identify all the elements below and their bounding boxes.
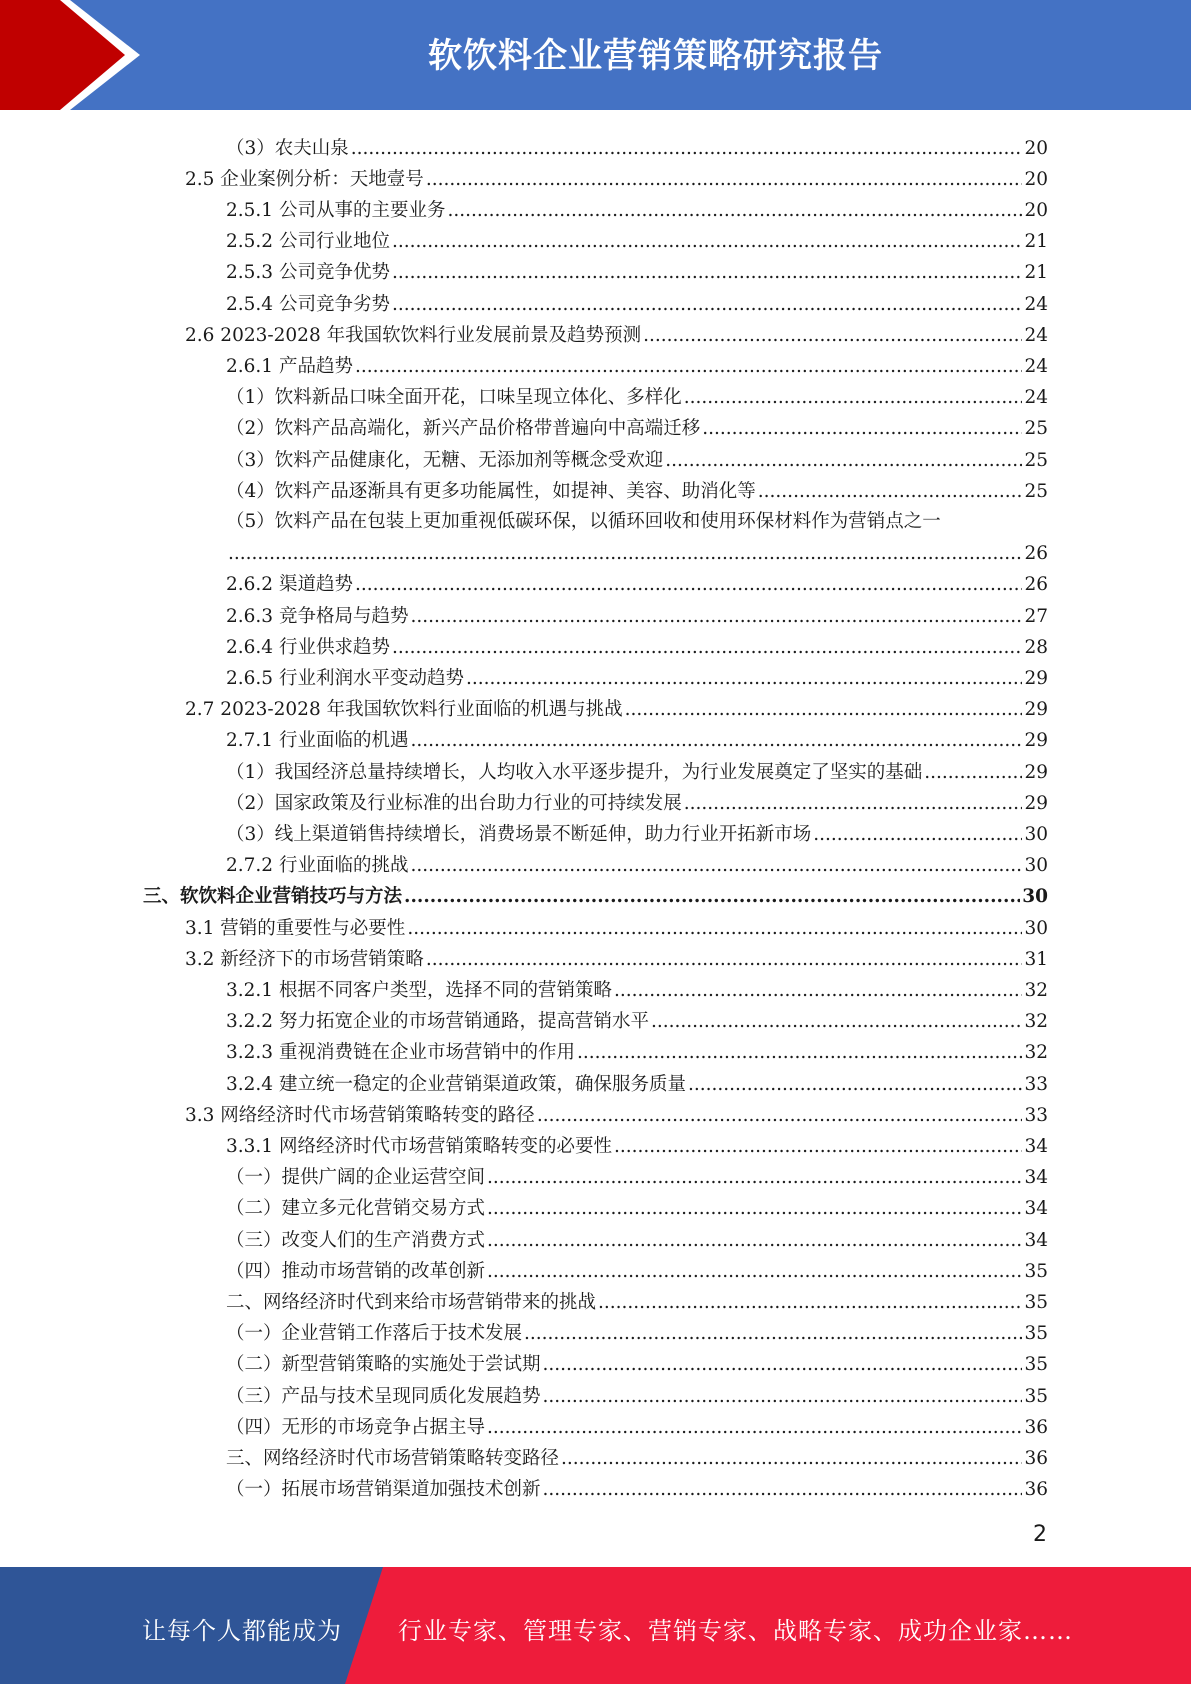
toc-entry[interactable] <box>185 314 1048 345</box>
toc-entry-page: 27 <box>1024 605 1048 627</box>
toc-dot-leader <box>407 920 1022 939</box>
toc-entry[interactable] <box>226 189 1048 220</box>
toc-entry[interactable] <box>226 1344 1048 1375</box>
toc-entry-page: 24 <box>1024 324 1048 346</box>
toc-entry[interactable] <box>226 1406 1048 1437</box>
toc-entry[interactable] <box>226 127 1048 158</box>
toc-entry-label: （四）推动市场营销的改革创新 <box>226 1260 486 1282</box>
toc-entry[interactable] <box>226 1157 1048 1188</box>
toc-dot-leader <box>487 1419 1022 1438</box>
toc-entry-page: 34 <box>1024 1229 1048 1251</box>
toc-entry-label: 2.6.1 产品趋势 <box>226 355 353 377</box>
toc-dot-leader <box>813 826 1022 845</box>
toc-entry-label: 3.3.1 网络经济时代市场营销策略转变的必要性 <box>226 1135 612 1157</box>
toc-entry[interactable] <box>226 1281 1048 1312</box>
toc-dot-leader <box>487 1200 1022 1219</box>
toc-dot-leader <box>924 764 1022 783</box>
toc-entry-page: 20 <box>1024 168 1048 190</box>
toc-entry-label: 2.7 2023-2028 年我国软饮料行业面临的机遇与挑战 <box>185 699 623 721</box>
toc-dot-leader <box>392 233 1022 252</box>
toc-entry-page: 20 <box>1024 137 1048 159</box>
toc-entry-page: 36 <box>1024 1416 1048 1438</box>
header-banner <box>0 0 1191 110</box>
toc-entry-label: （2）饮料产品高端化，新兴产品价格带普遍向中高端迁移 <box>226 418 701 440</box>
toc-dot-leader <box>758 483 1023 502</box>
toc-dot-leader <box>487 1263 1022 1282</box>
toc-entry-label: 2.5.2 公司行业地位 <box>226 231 390 253</box>
toc-entry-page: 34 <box>1024 1135 1048 1157</box>
toc-entry-label: 三、软饮料企业营销技巧与方法 <box>143 886 403 908</box>
toc-entry[interactable] <box>226 1001 1048 1032</box>
toc-entry-page: 35 <box>1024 1260 1048 1282</box>
toc-entry-page: 36 <box>1024 1447 1048 1469</box>
toc-dot-leader <box>684 389 1023 408</box>
toc-dot-leader <box>392 639 1022 658</box>
toc-entry[interactable] <box>226 1313 1048 1344</box>
toc-entry[interactable] <box>185 689 1048 720</box>
toc-entry-label: （3）线上渠道销售持续增长，消费场景不断延伸，助力行业开拓新市场 <box>226 823 812 845</box>
toc-entry-label: 三、网络经济时代市场营销策略转变路径 <box>226 1447 560 1469</box>
toc-entry-label: （1）我国经济总量持续增长，人均收入水平逐步提升，为行业发展奠定了坚实的基础 <box>226 761 923 783</box>
toc-entry-label: （三）改变人们的生产消费方式 <box>226 1229 486 1251</box>
toc-dot-leader <box>487 1169 1022 1188</box>
toc-dot-leader <box>665 452 1022 471</box>
toc-entry[interactable] <box>185 158 1048 189</box>
toc-dot-leader <box>614 1138 1022 1157</box>
toc-dot-leader <box>410 608 1022 627</box>
toc-entry[interactable] <box>226 1469 1048 1500</box>
footer-slogan-left: 让每个人都能成为 <box>142 1617 342 1645</box>
toc-entry-label: 2.6 2023-2028 年我国软饮料行业发展前景及趋势预测 <box>185 324 642 346</box>
toc-dot-leader <box>543 1481 1023 1500</box>
toc-entry-label: 2.5 企业案例分析：天地壹号 <box>185 168 424 190</box>
toc-entry-label: 3.2 新经济下的市场营销策略 <box>185 948 424 970</box>
toc-entry-page: 28 <box>1024 636 1048 658</box>
toc-entry[interactable] <box>226 221 1048 252</box>
toc-entry-page: 26 <box>1024 574 1048 596</box>
toc-entry-page: 35 <box>1024 1385 1048 1407</box>
toc-dot-leader <box>688 1076 1022 1095</box>
toc-entry[interactable] <box>226 720 1048 751</box>
toc-entry[interactable] <box>226 252 1048 283</box>
toc-entry-label: 3.3 网络经济时代市场营销策略转变的路径 <box>185 1104 535 1126</box>
toc-entry-label: （二）建立多元化营销交易方式 <box>226 1198 486 1220</box>
toc-entry-page: 35 <box>1024 1323 1048 1345</box>
toc-dot-leader <box>487 1232 1022 1251</box>
toc-entry-page: 21 <box>1024 231 1048 253</box>
toc-dot-leader <box>355 576 1023 595</box>
toc-entry-page: 24 <box>1024 387 1048 409</box>
toc-dot-leader <box>447 202 1022 221</box>
toc-entry-label: （一）提供广阔的企业运营空间 <box>226 1167 486 1189</box>
toc-entry-label: 3.2.3 重视消费链在企业市场营销中的作用 <box>226 1042 575 1064</box>
toc-dot-leader <box>404 888 1020 907</box>
toc-dot-leader <box>351 140 1023 159</box>
toc-entry-page: 30 <box>1024 917 1048 939</box>
toc-dot-leader <box>537 1107 1023 1126</box>
toc-dot-leader <box>410 857 1022 876</box>
document-title: 软饮料企业营销策略研究报告 <box>428 36 883 76</box>
toc-entry-label: （三）产品与技术呈现同质化发展趋势 <box>226 1385 541 1407</box>
toc-entry-label[interactable]: （5）饮料产品在包装上更加重视低碳环保，以循环回收和使用环保材料作为营销点之一 <box>226 511 941 533</box>
toc-entry-page: 33 <box>1024 1073 1048 1095</box>
toc-entry[interactable] <box>226 1125 1048 1156</box>
footer-banner <box>0 1567 1191 1684</box>
toc-entry-label: 2.5.4 公司竞争劣势 <box>226 293 390 315</box>
toc-entry[interactable] <box>226 845 1048 876</box>
toc-dot-leader <box>426 951 1023 970</box>
toc-entry-page: 26 <box>1024 543 1048 565</box>
toc-entry-page: 30 <box>1024 823 1048 845</box>
toc-entry-label: 2.6.3 竞争格局与趋势 <box>226 605 409 627</box>
toc-entry-page: 35 <box>1024 1354 1048 1376</box>
toc-entry-page: 24 <box>1024 355 1048 377</box>
toc-dot-leader <box>614 982 1022 1001</box>
toc-dot-leader <box>392 264 1022 283</box>
toc-entry[interactable] <box>226 408 1048 439</box>
toc-dot-leader <box>543 1356 1023 1375</box>
toc-entry-page: 21 <box>1024 262 1048 284</box>
toc-entry-label: 2.6.5 行业利润水平变动趋势 <box>226 667 464 689</box>
toc-entry-page: 25 <box>1024 418 1048 440</box>
toc-entry-label: （3）农夫山泉 <box>226 137 349 159</box>
toc-entry[interactable] <box>226 470 1048 501</box>
toc-entry-label: （一）拓展市场营销渠道加强技术创新 <box>226 1479 541 1501</box>
toc-entry-label: 3.2.2 努力拓宽企业的市场营销通路，提高营销水平 <box>226 1011 649 1033</box>
toc-entry-label: （1）饮料新品口味全面开花，口味呈现立体化、多样化 <box>226 387 682 409</box>
toc-dot-leader <box>598 1294 1022 1313</box>
toc-entry[interactable] <box>185 1094 1048 1125</box>
toc-entry[interactable] <box>226 751 1048 782</box>
page-number: 2 <box>1033 1522 1047 1547</box>
toc-entry[interactable] <box>226 1375 1048 1406</box>
toc-entry-label: 2.5.1 公司从事的主要业务 <box>226 199 446 221</box>
toc-entry-label: 2.5.3 公司竞争优势 <box>226 262 390 284</box>
toc-entry[interactable] <box>226 1250 1048 1281</box>
toc-dot-leader <box>651 1013 1022 1032</box>
toc-entry-page: 32 <box>1024 1011 1048 1033</box>
toc-dot-leader <box>625 701 1023 720</box>
toc-entry[interactable] <box>143 876 1048 907</box>
toc-entry-page: 29 <box>1024 699 1048 721</box>
toc-entry-label: 3.1 营销的重要性与必要性 <box>185 917 406 939</box>
toc-dot-leader <box>561 1450 1022 1469</box>
toc-dot-leader <box>426 171 1023 190</box>
toc-dot-leader <box>524 1325 1022 1344</box>
toc-dot-leader <box>543 1388 1023 1407</box>
toc-entry[interactable] <box>226 533 1048 564</box>
toc-entry-page: 34 <box>1024 1198 1048 1220</box>
toc-entry[interactable] <box>226 377 1048 408</box>
toc-entry-label: 3.2.4 建立统一稳定的企业营销渠道政策，确保服务质量 <box>226 1073 686 1095</box>
toc-entry-page: 29 <box>1024 792 1048 814</box>
toc-entry-page: 29 <box>1024 761 1048 783</box>
toc-entry-label: （一）企业营销工作落后于技术发展 <box>226 1323 523 1345</box>
toc-entry-label: 2.7.2 行业面临的挑战 <box>226 855 409 877</box>
toc-entry[interactable] <box>226 1219 1048 1250</box>
toc-entry[interactable] <box>226 595 1048 626</box>
footer-slogan-right: 行业专家、管理专家、营销专家、战略专家、成功企业家…… <box>398 1617 1073 1645</box>
toc-entry-label: 3.2.1 根据不同客户类型，选择不同的营销策略 <box>226 979 612 1001</box>
toc-entry[interactable] <box>226 283 1048 314</box>
toc-entry-label: 2.7.1 行业面临的机遇 <box>226 730 409 752</box>
toc-entry[interactable] <box>226 1188 1048 1219</box>
toc-entry[interactable] <box>226 564 1048 595</box>
toc-entry-page: 36 <box>1024 1479 1048 1501</box>
toc-entry-page: 30 <box>1024 855 1048 877</box>
toc-dot-leader <box>410 732 1022 751</box>
toc-entry-page: 29 <box>1024 667 1048 689</box>
toc-entry[interactable] <box>226 345 1048 376</box>
toc-entry[interactable] <box>226 657 1048 688</box>
toc-entry-label: （4）饮料产品逐渐具有更多功能属性，如提神、美容、助消化等 <box>226 480 756 502</box>
toc-entry-page: 24 <box>1024 293 1048 315</box>
toc-entry-page: 33 <box>1024 1104 1048 1126</box>
toc-entry-label: （二）新型营销策略的实施处于尝试期 <box>226 1354 541 1376</box>
toc-entry-page: 25 <box>1024 480 1048 502</box>
toc-dot-leader <box>577 1044 1022 1063</box>
toc-entry[interactable] <box>226 969 1048 1000</box>
toc-entry-label: （四）无形的市场竞争占据主导 <box>226 1416 486 1438</box>
toc-dot-leader <box>466 670 1022 689</box>
toc-entry-page: 35 <box>1024 1291 1048 1313</box>
toc-entry[interactable] <box>226 1032 1048 1063</box>
toc-entry-label: 2.6.4 行业供求趋势 <box>226 636 390 658</box>
toc-entry-page: 32 <box>1024 979 1048 1001</box>
toc-dot-leader <box>684 795 1023 814</box>
toc-entry[interactable] <box>226 1063 1048 1094</box>
toc-entry-label: 2.6.2 渠道趋势 <box>226 574 353 596</box>
toc-entry[interactable] <box>226 813 1048 844</box>
toc-entry-page: 29 <box>1024 730 1048 752</box>
toc-entry[interactable] <box>226 1437 1048 1468</box>
toc-entry-label: （3）饮料产品健康化，无糖、无添加剂等概念受欢迎 <box>226 449 664 471</box>
toc-entry-page: 30 <box>1022 886 1048 908</box>
toc-dot-leader <box>355 358 1023 377</box>
toc-entry-page: 20 <box>1024 199 1048 221</box>
toc-entry-page: 32 <box>1024 1042 1048 1064</box>
toc-dot-leader <box>228 545 1022 564</box>
toc-dot-leader <box>643 327 1022 346</box>
toc-dot-leader <box>702 420 1022 439</box>
toc-entry-label: 二、网络经济时代到来给市场营销带来的挑战 <box>226 1291 597 1313</box>
toc-entry[interactable] <box>185 938 1048 969</box>
toc-entry-page: 34 <box>1024 1167 1048 1189</box>
toc-entry-label: （2）国家政策及行业标准的出台助力行业的可持续发展 <box>226 792 682 814</box>
toc-dot-leader <box>392 296 1022 315</box>
toc-entry-page: 31 <box>1024 948 1048 970</box>
toc-entry[interactable] <box>226 782 1048 813</box>
toc-entry-page: 25 <box>1024 449 1048 471</box>
toc-entry[interactable] <box>185 907 1048 938</box>
toc-entry[interactable] <box>226 439 1048 470</box>
toc-entry[interactable] <box>226 626 1048 657</box>
